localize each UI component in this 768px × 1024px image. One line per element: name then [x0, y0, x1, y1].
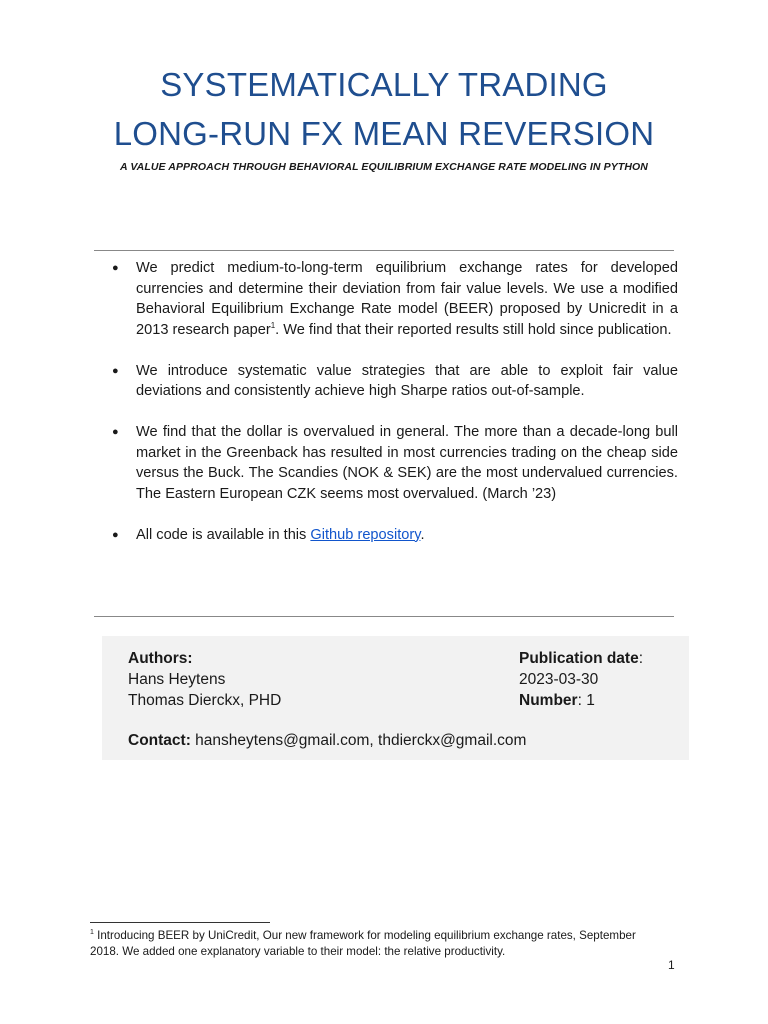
number-label: Number	[519, 692, 578, 709]
footnote-ref-1[interactable]: 1	[270, 320, 276, 330]
author-name: Thomas Dierckx, PHD	[128, 692, 282, 709]
bullet-3-text: We find that the dollar is overvalued in general. The more than a decade-long bull market in the Greenback has resulted in most currencies trading on the cheap side versus the Buck. The Scandies (NOK & SEK) are the most undervalued currencies. The Eastern European CZK seems most overvalued. (March ’23)	[136, 424, 678, 502]
authors-label: Authors:	[128, 650, 193, 667]
footnote	[90, 928, 650, 959]
bullet-icon: ●	[112, 262, 119, 274]
bullet-4-text-end: .	[420, 526, 425, 543]
bullet-1-text-end: . We find that their reported results still hold since publication.	[275, 321, 672, 338]
page-number: 1	[668, 958, 675, 972]
publication-date-label: Publication date	[519, 650, 639, 667]
summary-bullet-list	[110, 258, 678, 566]
bullet-icon: ●	[112, 364, 119, 377]
bullet-4-text: All code is available in this	[136, 526, 311, 543]
bullet-1-text: We predict medium-to-long-term equilibrium exchange rates for developed currencies and determine their deviation from fair value levels. We use a modified Behavioral Equilibrium Exchange Rate model (BEER) proposed by Unicredit in a 2013 research paper	[136, 260, 678, 338]
contact-row	[128, 730, 526, 751]
number-row	[519, 690, 643, 711]
contact-emails[interactable]: hansheytens@gmail.com, thdierckx@gmail.com	[190, 732, 527, 749]
publication-date-value: 2023-03-30	[519, 671, 599, 688]
github-repository-link[interactable]: Github repository	[310, 526, 421, 543]
bullet-icon: ●	[112, 528, 119, 541]
title-line-1: SYSTEMATICALLY TRADING	[160, 66, 608, 103]
top-divider	[94, 250, 674, 251]
publication-date-label-row	[519, 648, 643, 669]
bullet-item-3	[110, 422, 678, 504]
bullet-icon: ●	[112, 426, 119, 438]
number-value: : 1	[577, 692, 595, 709]
bullet-2-text: We introduce systematic value strategies that are able to exploit fair value deviations and consistently achieve high Sharpe ratios out-of-sample.	[136, 362, 678, 399]
contact-label: Contact:	[128, 732, 191, 749]
author-info-box	[102, 636, 689, 760]
publication-column	[519, 648, 643, 711]
subtitle: A VALUE APPROACH THROUGH BEHAVIORAL EQUILIBRIUM EXCHANGE RATE MODELING IN PYTHON	[120, 161, 648, 173]
publication-date-colon: :	[638, 650, 644, 667]
bottom-divider	[94, 616, 674, 617]
authors-column	[128, 648, 281, 711]
footnote-number: 1	[90, 929, 94, 937]
footnote-text: Introducing BEER by UniCredit, Our new framework for modeling equilibrium exchange rates, September 2018. We added one explanatory variable to their model: the relative productivity.	[90, 929, 636, 958]
footnote-divider	[90, 922, 270, 923]
title-line-2: LONG-RUN FX MEAN REVERSION	[113, 115, 655, 152]
bullet-item-1	[110, 258, 678, 340]
author-name: Hans Heytens	[128, 671, 226, 688]
bullet-item-2	[110, 361, 678, 402]
bullet-item-4	[110, 525, 678, 546]
